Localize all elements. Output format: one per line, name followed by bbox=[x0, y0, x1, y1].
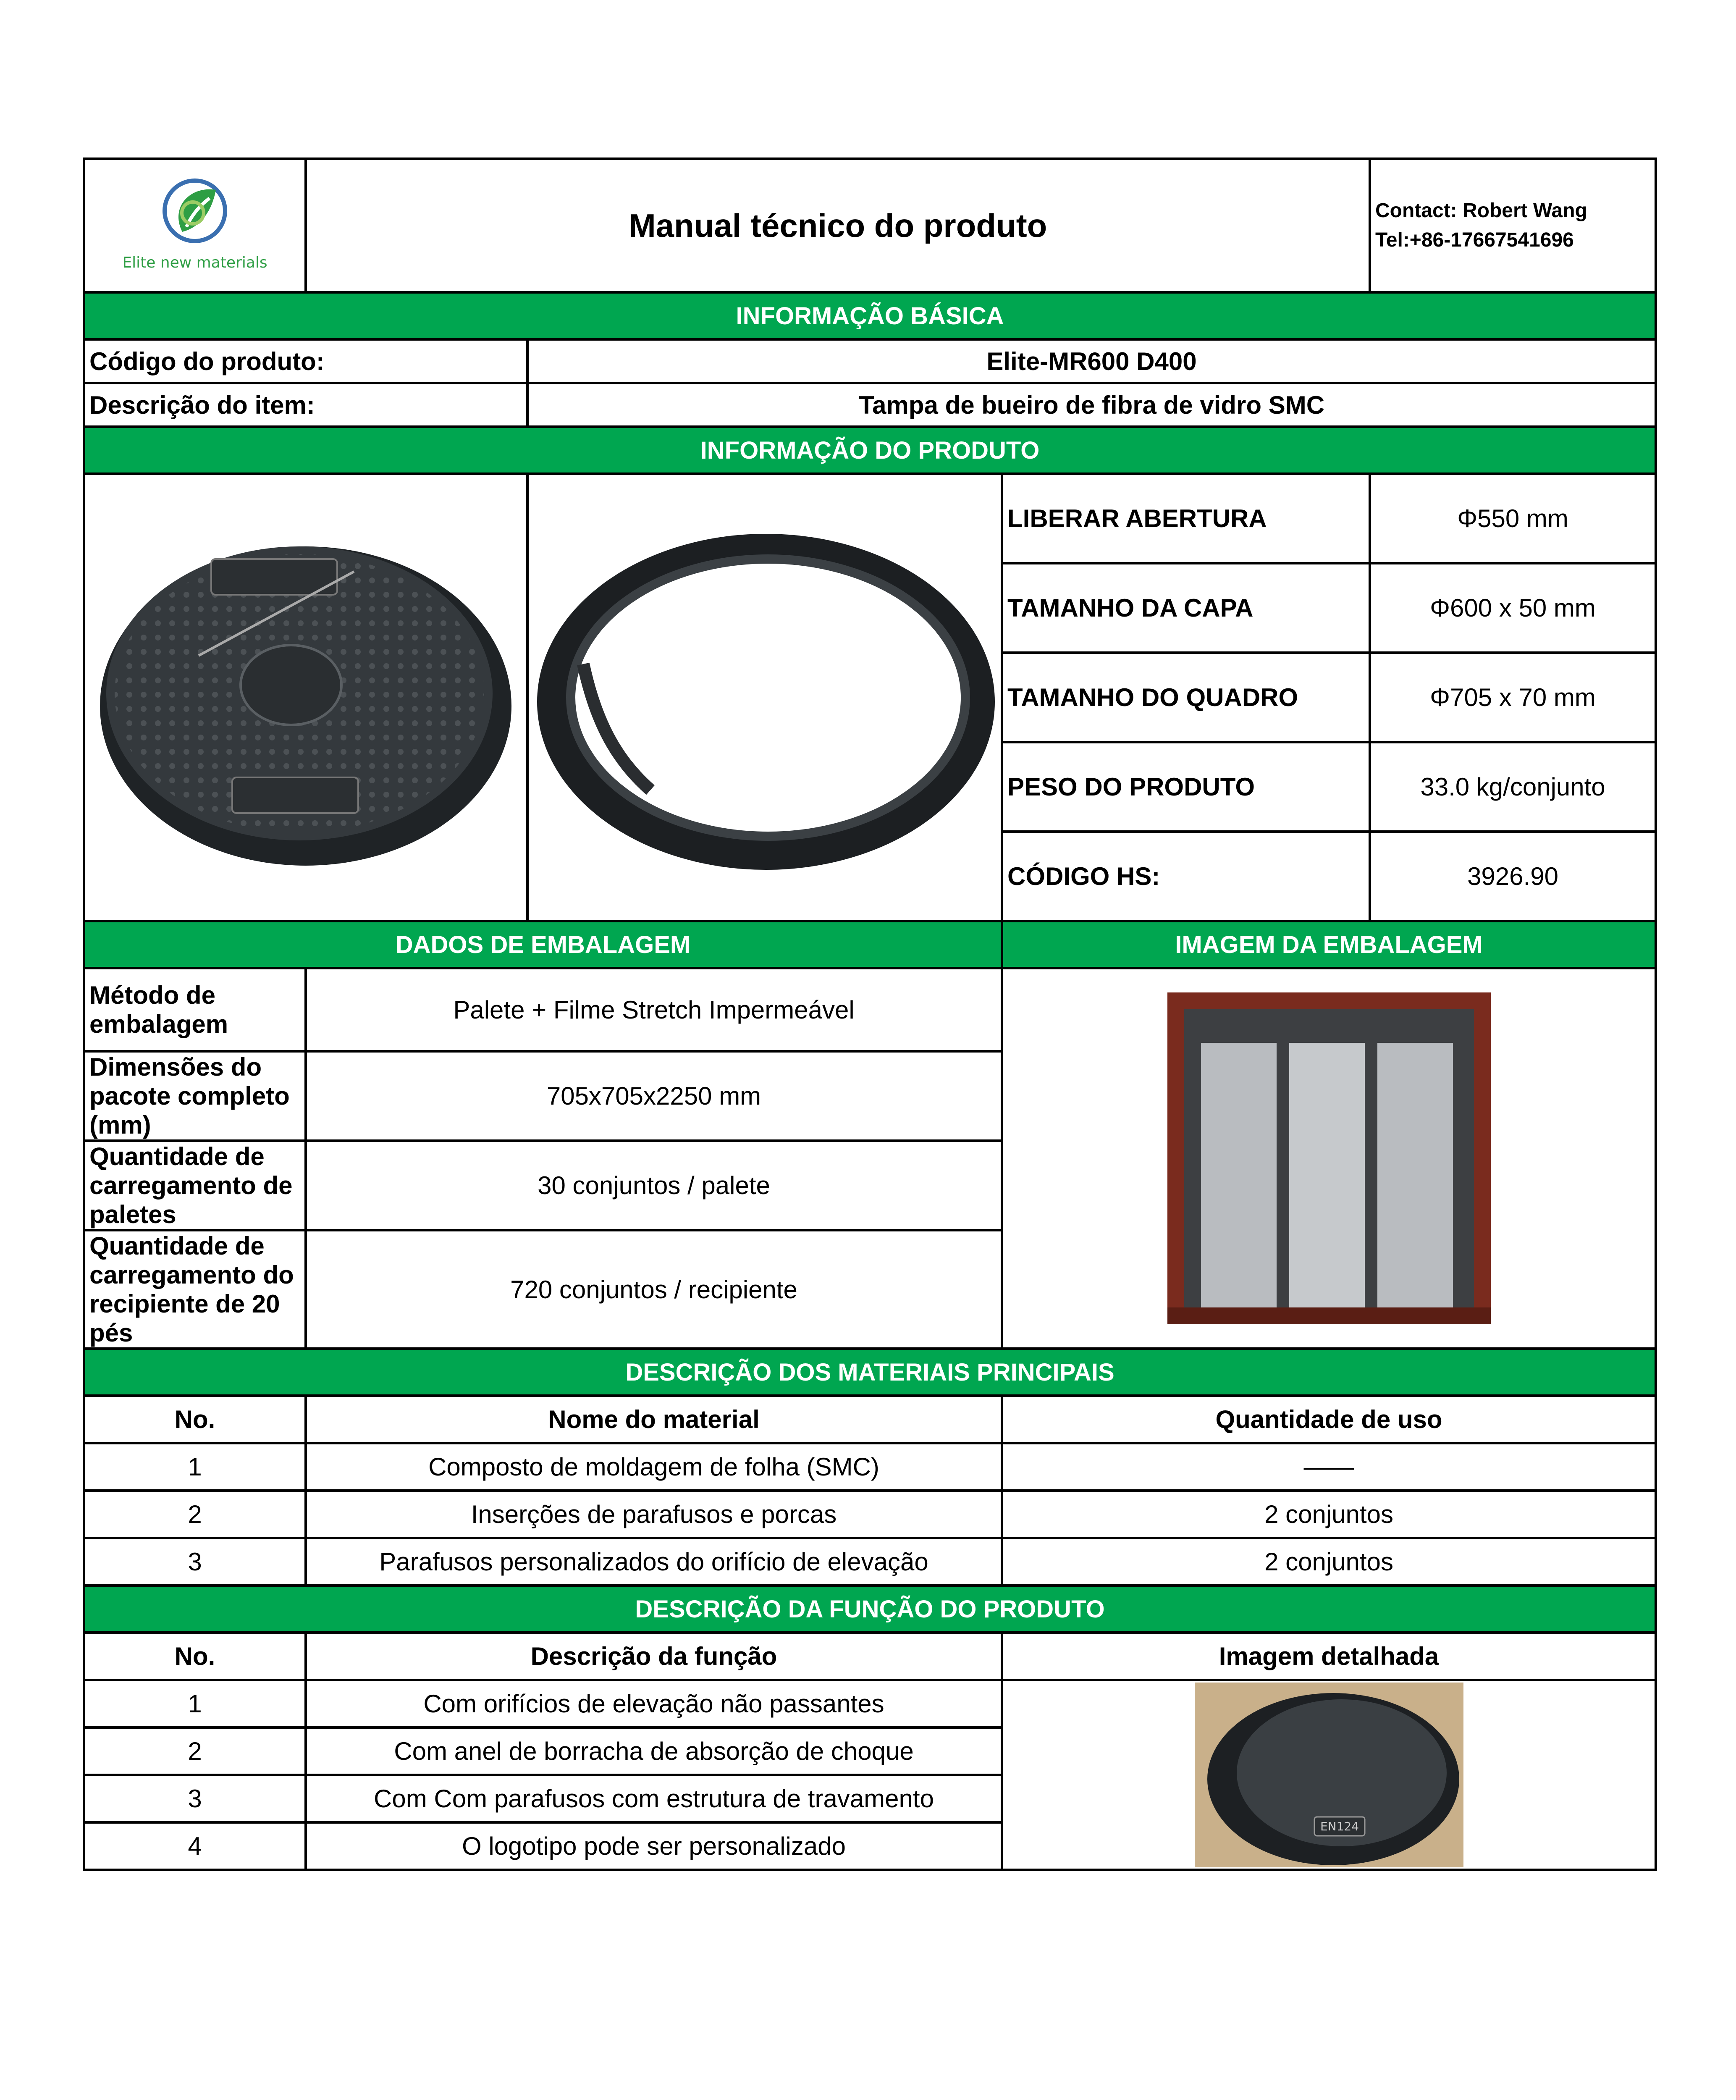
function-no: 1 bbox=[84, 1680, 306, 1727]
detail-photo bbox=[1002, 1680, 1656, 1870]
contact-name: Contact: Robert Wang bbox=[1375, 200, 1587, 222]
function-desc: Com Com parafusos com estrutura de travamento bbox=[306, 1775, 1002, 1822]
spec-label: TAMANHO DA CAPA bbox=[1002, 563, 1370, 653]
spec-label: PESO DO PRODUTO bbox=[1002, 742, 1370, 832]
functions-col-img: Imagem detalhada bbox=[1002, 1633, 1656, 1680]
item-description-value: Tampa de bueiro de fibra de vidro SMC bbox=[527, 383, 1656, 427]
container-image bbox=[1167, 992, 1491, 1324]
packaging-value: 30 conjuntos / palete bbox=[306, 1141, 1002, 1230]
function-no: 3 bbox=[84, 1775, 306, 1822]
detail-image-label: EN124 bbox=[1320, 1819, 1359, 1833]
product-code-value: Elite-MR600 D400 bbox=[527, 339, 1656, 383]
spec-value: 3926.90 bbox=[1370, 832, 1656, 921]
detail-image bbox=[1195, 1683, 1463, 1867]
manhole-cover-image bbox=[94, 488, 518, 908]
spec-value: Φ705 x 70 mm bbox=[1370, 653, 1656, 742]
packaging-value: 705x705x2250 mm bbox=[306, 1051, 1002, 1141]
logo bbox=[84, 159, 306, 292]
contact-info bbox=[1370, 159, 1656, 292]
packaging-value: 720 conjuntos / recipiente bbox=[306, 1230, 1002, 1349]
material-no: 3 bbox=[84, 1538, 306, 1586]
material-qty: 2 conjuntos bbox=[1002, 1538, 1656, 1586]
material-name: Parafusos personalizados do orifício de elevação bbox=[306, 1538, 1002, 1586]
spec-value: Φ600 x 50 mm bbox=[1370, 563, 1656, 653]
section-functions: DESCRIÇÃO DA FUNÇÃO DO PRODUTO bbox=[84, 1586, 1656, 1633]
material-no: 2 bbox=[84, 1491, 306, 1538]
material-no: 1 bbox=[84, 1443, 306, 1491]
function-desc: Com orifícios de elevação não passantes bbox=[306, 1680, 1002, 1727]
materials-col-qty: Quantidade de uso bbox=[1002, 1396, 1656, 1443]
cover-photo bbox=[84, 474, 527, 921]
page-title: Manual técnico do produto bbox=[306, 159, 1370, 292]
section-packaging-data: DADOS DE EMBALAGEM bbox=[84, 921, 1002, 968]
spec-label: LIBERAR ABERTURA bbox=[1002, 474, 1370, 563]
logo-text: Elite new materials bbox=[122, 254, 267, 271]
manhole-frame-image bbox=[533, 488, 999, 908]
product-code-label: Código do produto: bbox=[84, 339, 527, 383]
spec-sheet bbox=[83, 158, 1655, 1860]
spec-table bbox=[83, 158, 1657, 1871]
material-qty: 2 conjuntos bbox=[1002, 1491, 1656, 1538]
table-row bbox=[84, 1491, 1656, 1538]
table-row bbox=[84, 1538, 1656, 1586]
packaging-label: Quantidade de carregamento de paletes bbox=[84, 1141, 306, 1230]
packaging-label: Método de embalagem bbox=[84, 968, 306, 1051]
functions-col-no: No. bbox=[84, 1633, 306, 1680]
materials-col-name: Nome do material bbox=[306, 1396, 1002, 1443]
packaging-label: Quantidade de carregamento do recipiente de 20 pés bbox=[84, 1230, 306, 1349]
table-row bbox=[84, 1680, 1656, 1727]
spec-label: CÓDIGO HS: bbox=[1002, 832, 1370, 921]
spec-value: 33.0 kg/conjunto bbox=[1370, 742, 1656, 832]
packaging-photo bbox=[1002, 968, 1656, 1349]
frame-photo bbox=[527, 474, 1002, 921]
section-product-info: INFORMAÇÃO DO PRODUTO bbox=[84, 427, 1656, 474]
function-desc: O logotipo pode ser personalizado bbox=[306, 1822, 1002, 1870]
functions-col-desc: Descrição da função bbox=[306, 1633, 1002, 1680]
materials-col-no: No. bbox=[84, 1396, 306, 1443]
table-row bbox=[84, 1443, 1656, 1491]
spec-value: Φ550 mm bbox=[1370, 474, 1656, 563]
function-desc: Com anel de borracha de absorção de choque bbox=[306, 1727, 1002, 1775]
spec-label: TAMANHO DO QUADRO bbox=[1002, 653, 1370, 742]
function-no: 4 bbox=[84, 1822, 306, 1870]
section-materials: DESCRIÇÃO DOS MATERIAIS PRINCIPAIS bbox=[84, 1349, 1656, 1396]
section-packaging-image: IMAGEM DA EMBALAGEM bbox=[1002, 921, 1656, 968]
item-description-label: Descrição do item: bbox=[84, 383, 527, 427]
packaging-label: Dimensões do pacote completo (mm) bbox=[84, 1051, 306, 1141]
logo-icon bbox=[119, 173, 270, 278]
material-qty: —— bbox=[1002, 1443, 1656, 1491]
function-no: 2 bbox=[84, 1727, 306, 1775]
material-name: Composto de moldagem de folha (SMC) bbox=[306, 1443, 1002, 1491]
packaging-value: Palete + Filme Stretch Impermeável bbox=[306, 968, 1002, 1051]
material-name: Inserções de parafusos e porcas bbox=[306, 1491, 1002, 1538]
contact-tel: Tel:+86-17667541696 bbox=[1375, 229, 1574, 251]
section-basic-info: INFORMAÇÃO BÁSICA bbox=[84, 292, 1656, 339]
